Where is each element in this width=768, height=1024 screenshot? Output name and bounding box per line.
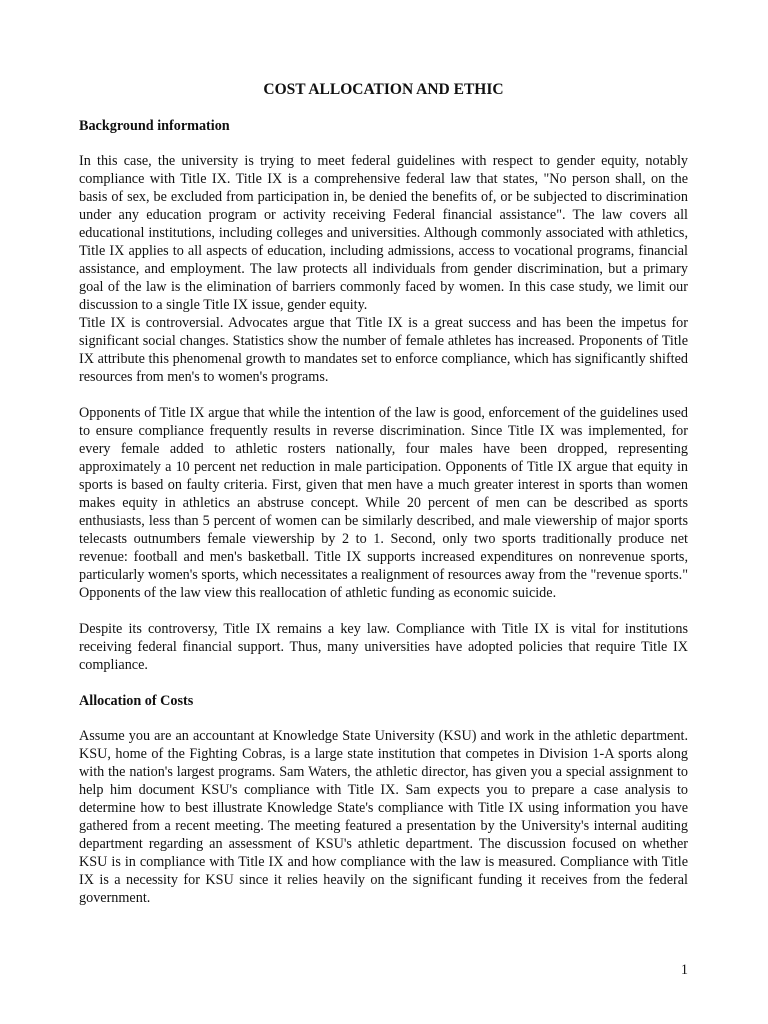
paragraph-title-ix-overview: In this case, the university is trying to meet federal guidelines with respect to gender equity, notably compliance with Title IX. Title IX is a comprehensive federal law that states, "No person shall, on the basis of sex, be excluded from participation in, be denied the benefits of, or be subjected to discrimination under any education program or activity receiving Federal financial assistance". The law covers all educational institutions, including colleges and universities. Although commonly associated with athletics, Title IX applies to all aspects of education, including admissions, access to vocational programs, financial assistance, and employment. The law protects all individuals from gender discrimination, but a primary goal of the law is the elimination of barriers commonly faced by women. In this case study, we limit our discussion to a single Title IX issue, gender equity. — [79, 153, 688, 313]
document-title: COST ALLOCATION AND ETHIC — [263, 81, 504, 98]
page-number: 1 — [680, 962, 688, 978]
section-heading-allocation: Allocation of Costs — [79, 693, 194, 709]
paragraph-ksu-assignment: Assume you are an accountant at Knowledge State University (KSU) and work in the athletic department. KSU, home of the Fighting Cobras, is a large state institution that competes in Division 1-A sports along with the nation's largest programs. Sam Waters, the athletic director, has given you a special assignment to help him document KSU's compliance with Title IX. Sam expects you to prepare a case analysis to determine how to best illustrate Knowledge State's compliance with Title IX using information you have gathered from a recent meeting. The meeting featured a presentation by the University's internal auditing department regarding an assessment of KSU's athletic department. The discussion focused on whether KSU is in compliance with Title IX and how compliance with the law is measured. Compliance with Title IX is a necessity for KSU since it relies heavily on the significant funding it receives from the federal government. — [79, 728, 688, 906]
paragraph-spacer — [79, 602, 688, 620]
paragraph-opponents: Opponents of Title IX argue that while the intention of the law is good, enforcement of the guidelines used to ensure compliance frequently results in reverse discrimination. Since Title IX was implemented, for every female added to athletic rosters nationally, four males have been dropped, representing approximately a 10 percent net reduction in male participation. Opponents of Title IX argue that equity in sports is based on faulty criteria. First, given that men have a much greater interest in sports than women makes equity in athletics an abstruse concept. While 20 percent of men can be described as sports enthusiasts, less than 5 percent of women can be similarly described, and male viewership of major sports telecasts outnumbers female viewership by 2 to 1. Second, only two sports traditionally produce net revenue: football and men's basketball. Title IX supports increased expenditures on nonrevenue sports, particularly women's sports, which necessitates a realignment of resources away from the "revenue sports." Opponents of the law view this reallocation of athletic funding as economic suicide. — [79, 405, 688, 601]
paragraph-key-law: Despite its controversy, Title IX remains a key law. Compliance with Title IX is vital for institutions receiving federal financial support. Thus, many universities have adopted policies that require Title IX compliance. — [79, 621, 688, 673]
document-page — [79, 80, 688, 907]
section-heading-background: Background information — [79, 118, 230, 134]
paragraph-title-ix-controversy: Title IX is controversial. Advocates argue that Title IX is a great success and has been the impetus for significant social changes. Statistics show the number of female athletes has increased. Proponents of Title IX attribute this phenomenal growth to mandates set to enforce compliance, which has significantly shifted resources from men's to women's programs. — [79, 315, 688, 385]
paragraph-spacer — [79, 674, 688, 692]
paragraph-spacer — [79, 386, 688, 404]
